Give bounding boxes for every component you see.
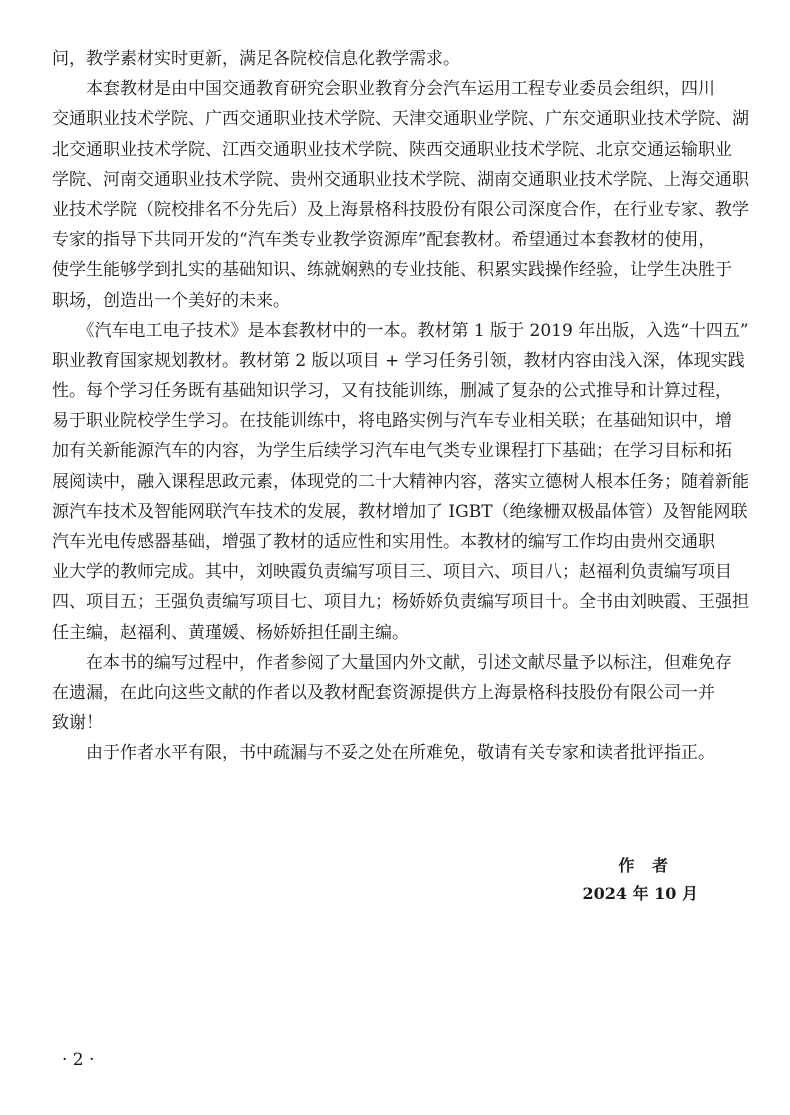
text-line: 职业教育国家规划教材。教材第 2 版以项目 + 学习任务引领，教材内容由浅入深，体现实践 (52, 350, 745, 371)
text-line: 北交通职业技术学院、江西交通职业技术学院、陕西交通职业技术学院、北京交通运输职业 (52, 139, 732, 160)
text-line: 由于作者水平有限，书中疏漏与不妥之处在所难免，敬请有关专家和读者批评指正。 (52, 743, 715, 764)
text-line: 在遗漏，在此向这些文献的作者以及教材配套资源提供方上海景格科技股份有限公司一并 (52, 682, 715, 703)
signature-block (582, 852, 698, 908)
text-line: 在本书的编写过程中，作者参阅了大量国内外文献，引述文献尽量予以标注，但难免存 (52, 652, 732, 673)
page-number: · 2 · (62, 1050, 95, 1070)
text-line: 学院、河南交通职业技术学院、贵州交通职业技术学院、湖南交通职业技术学院、上海交通职 (52, 169, 749, 190)
text-line: 性。每个学习任务既有基础知识学习，又有技能训练，删减了复杂的公式推导和计算过程， (52, 381, 732, 402)
signature-date: 2024 年 10 月 (582, 884, 698, 903)
text-line: 问，教学素材实时更新，满足各院校信息化教学需求。 (52, 49, 460, 69)
text-line: 业技术学院（院校排名不分先后）及上海景格科技股份有限公司深度合作，在行业专家、教学 (52, 199, 749, 220)
text-line: 四、项目五；王强负责编写项目七、项目九；杨娇娇负责编写项目十。全书由刘映霞、王强担 (52, 592, 749, 613)
text-line: 职场，创造出一个美好的未来。 (52, 290, 290, 311)
text-line: 易于职业院校学生学习。在技能训练中，将电路实例与汽车专业相关联；在基础知识中，增 (52, 411, 732, 432)
text-line: 使学生能够学到扎实的基础知识、练就娴熟的专业技能、积累实践操作经验，让学生决胜于 (52, 260, 732, 281)
text-line: 汽车光电传感器基础，增强了教材的适应性和实用性。本教材的编写工作均由贵州交通职 (52, 532, 715, 552)
text-line: 任主编，赵福利、黄瑾媛、杨娇娇担任副主编。 (52, 622, 409, 643)
text-line: 专家的指导下共同开发的“汽车类专业教学资源库”配套教材。希望通过本套教材的使用， (52, 230, 716, 251)
text-line: 展阅读中，融入课程思政元素，体现党的二十大精神内容，落实立德树人根本任务；随着新能 (52, 471, 749, 492)
text-line: 本套教材是由中国交通教育研究会职业教育分会汽车运用工程专业委员会组织，四川 (52, 79, 715, 100)
text-line: 加有关新能源汽车的内容，为学生后续学习汽车电气类专业课程打下基础；在学习目标和拓 (52, 441, 732, 462)
text-line: 源汽车技术及智能网联汽车技术的发展，教材增加了 IGBT（绝缘栅双极晶体管）及智能网联 (52, 501, 748, 522)
text-line: 致谢！ (52, 713, 103, 734)
text-line: 交通职业技术学院、广西交通职业技术学院、天津交通职业学院、广东交通职业技术学院、湖 (52, 109, 749, 130)
text-line: 业大学的教师完成。其中，刘映霞负责编写项目三、项目六、项目八；赵福利负责编写项目 (52, 562, 732, 583)
text-line: 《汽车电工电子技术》是本套教材中的一本。教材第 1 版于 2019 年出版，入选“十四五” (52, 320, 749, 341)
preface-body (52, 44, 749, 769)
signature-author: 作 者 (618, 856, 674, 875)
